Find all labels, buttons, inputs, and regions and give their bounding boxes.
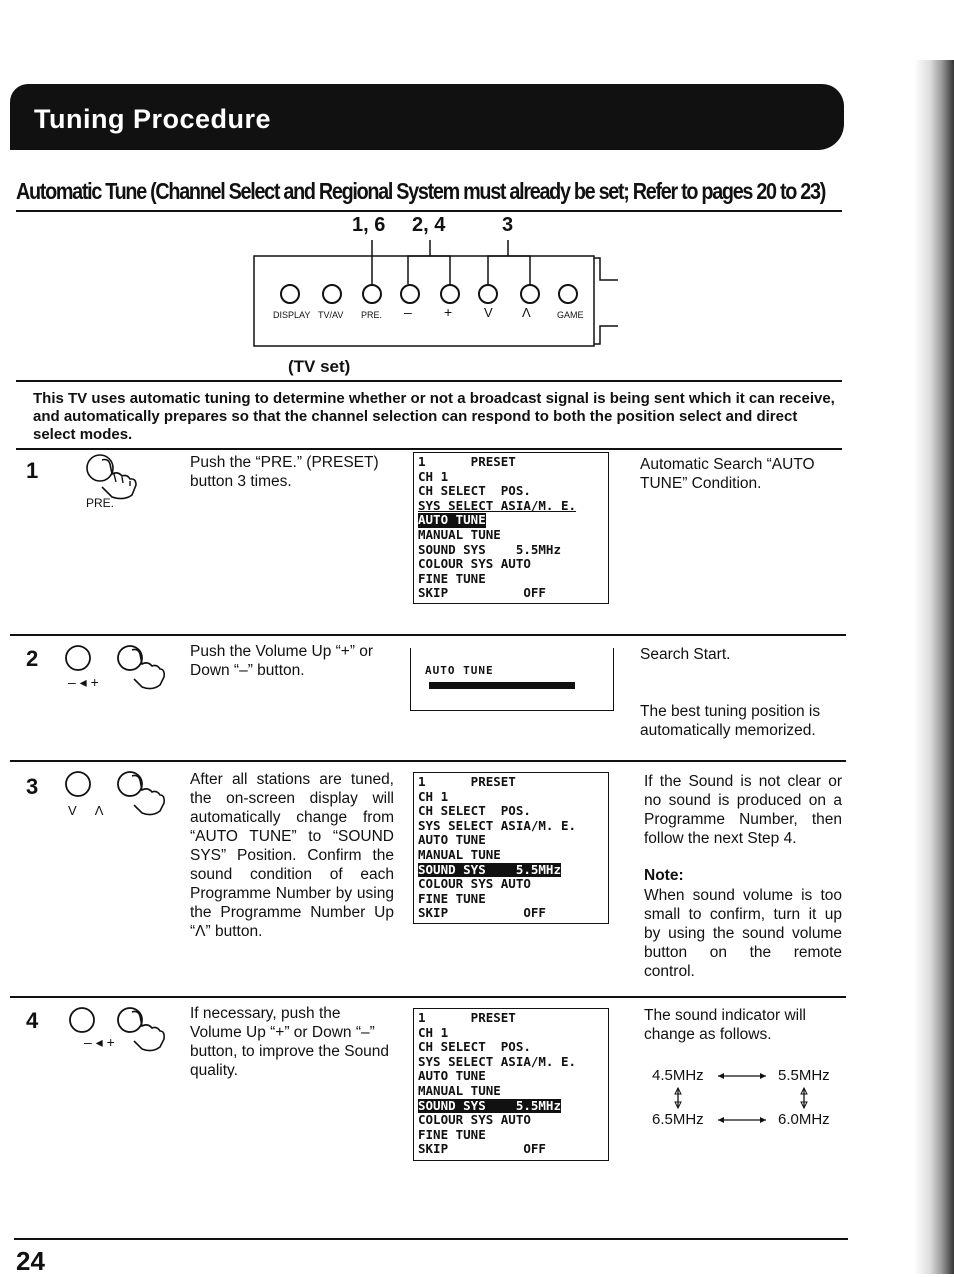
section-banner	[10, 84, 844, 150]
page-number: 24	[16, 1246, 45, 1276]
osd-auto-tune	[410, 648, 614, 711]
footer-divider	[14, 1238, 848, 1240]
step-number: 3	[26, 774, 39, 799]
divider	[10, 996, 846, 998]
osd-line: COLOUR SYS AUTO	[418, 876, 531, 892]
hand-press-icon	[80, 450, 150, 502]
freq-6-0: 6.0MHz	[778, 1111, 830, 1128]
osd-line-highlighted: SOUND SYS 5.5MHz	[418, 1097, 561, 1113]
channel-label: V Λ	[68, 803, 104, 818]
pre-label: PRE.	[86, 496, 115, 510]
osd-line: CH 1	[418, 468, 449, 484]
osd-sound-sys-menu	[413, 772, 609, 924]
volume-label: – ◂ +	[84, 1034, 115, 1050]
intro-text: This TV uses automatic tuning to determine whether or not a broadcast signal is being sent which it can receive, and automatically prepares so that the channel selection can respond to both the position select and direct select modes.	[33, 390, 835, 443]
callout-3: 3	[502, 214, 514, 236]
diagram-caption: (TV set)	[288, 357, 351, 376]
osd-line-highlighted: AUTO TUNE	[418, 512, 486, 528]
osd-line: COLOUR SYS AUTO	[418, 1112, 531, 1128]
step-number: 2	[26, 646, 39, 671]
osd-line: MANUAL TUNE	[418, 526, 501, 542]
step-number: 4	[26, 1008, 39, 1033]
divider	[16, 210, 842, 212]
osd-line: FINE TUNE	[418, 890, 486, 906]
step-number: 1	[26, 458, 39, 483]
step-note-2: The best tuning position is automatically memorized.	[640, 703, 821, 739]
note-body: When sound volume is too small to confirm, turn it up by using the sound volume button on the remote control.	[644, 887, 842, 980]
osd-line: 1 PRESET	[418, 1010, 516, 1025]
note-title: Note:	[644, 867, 684, 884]
osd-line: SYS SELECT ASIA/M. E.	[418, 1053, 577, 1069]
osd-line-highlighted: SOUND SYS 5.5MHz	[418, 861, 561, 877]
osd-label: AUTO TUNE	[425, 664, 494, 677]
osd-line: MANUAL TUNE	[418, 846, 501, 862]
step-description: If necessary, push the Volume Up “+” or Down “–” button, to improve the Sound quality.	[190, 1005, 390, 1079]
osd-line: 1 PRESET	[418, 454, 516, 469]
label-down: V	[484, 305, 493, 320]
step-description: Push the Volume Up “+” or Down “–” button.	[190, 643, 374, 679]
osd-line: AUTO TUNE	[418, 832, 486, 848]
freq-5-5: 5.5MHz	[778, 1067, 830, 1084]
label-display: DISPLAY	[273, 310, 311, 320]
label-plus: +	[444, 304, 453, 320]
osd-line: CH 1	[418, 788, 449, 804]
page-title: Tuning Procedure	[34, 104, 272, 134]
label-tvav: TV/AV	[318, 310, 344, 320]
arrow-icon	[650, 1064, 840, 1134]
osd-line: MANUAL TUNE	[418, 1082, 501, 1098]
divider	[16, 380, 842, 382]
osd-line: CH SELECT POS.	[418, 1039, 531, 1055]
osd-line: CH SELECT POS.	[418, 483, 531, 499]
osd-line: CH 1	[418, 1024, 449, 1040]
osd-line: SYS SELECT ASIA/M. E.	[418, 497, 577, 513]
page-subtitle: Automatic Tune (Channel Select and Regional System must already be set; Refer to pages 20 to 23)	[16, 178, 825, 204]
step-note: If the Sound is not clear or no sound is produced on a Programme Number, then follow the next Step 4.	[644, 773, 842, 847]
osd-line: CH SELECT POS.	[418, 803, 531, 819]
tv-panel-diagram	[250, 236, 630, 356]
divider	[10, 634, 846, 636]
label-game: GAME	[557, 310, 584, 320]
osd-sound-sys-menu	[413, 1008, 609, 1161]
label-up: Λ	[522, 305, 531, 320]
osd-line: AUTO TUNE	[418, 1068, 486, 1084]
osd-preset-menu	[413, 452, 609, 604]
step-note: Search Start.	[640, 646, 731, 663]
osd-line: COLOUR SYS AUTO	[418, 556, 531, 572]
osd-line: SKIP OFF	[418, 585, 546, 601]
volume-buttons-icon	[60, 1002, 170, 1052]
step-note: Automatic Search “AUTO TUNE” Condition.	[640, 456, 815, 492]
callout-2-4: 2, 4	[412, 214, 446, 236]
freq-6-5: 6.5MHz	[652, 1111, 704, 1128]
divider	[10, 760, 846, 762]
osd-line: SKIP OFF	[418, 905, 546, 921]
label-minus: –	[404, 304, 412, 320]
freq-4-5: 4.5MHz	[652, 1067, 704, 1084]
osd-line: FINE TUNE	[418, 1126, 486, 1142]
step-description: Push the “PRE.” (PRESET) button 3 times.	[190, 454, 379, 490]
osd-line: 1 PRESET	[418, 774, 516, 789]
page-edge-shadow	[914, 60, 954, 1274]
osd-line: SKIP OFF	[418, 1141, 546, 1157]
progress-bar	[429, 682, 575, 689]
callout-1-6: 1, 6	[352, 214, 386, 236]
step-note: The sound indicator will change as follows.	[644, 1007, 806, 1043]
osd-line: SYS SELECT ASIA/M. E.	[418, 817, 577, 833]
step-description: After all stations are tuned, the on-screen display will automatically change from “AUTO TUNE” to “SOUND SYS” Position. Confirm the sound condition of each Programme Number by using the Programme Number Up “Λ” button.	[190, 771, 394, 940]
volume-label: – ◂ +	[68, 674, 99, 690]
progress-track	[429, 682, 591, 689]
label-pre: PRE.	[361, 310, 383, 320]
osd-line: FINE TUNE	[418, 570, 486, 586]
osd-line: SOUND SYS 5.5MHz	[418, 541, 561, 557]
